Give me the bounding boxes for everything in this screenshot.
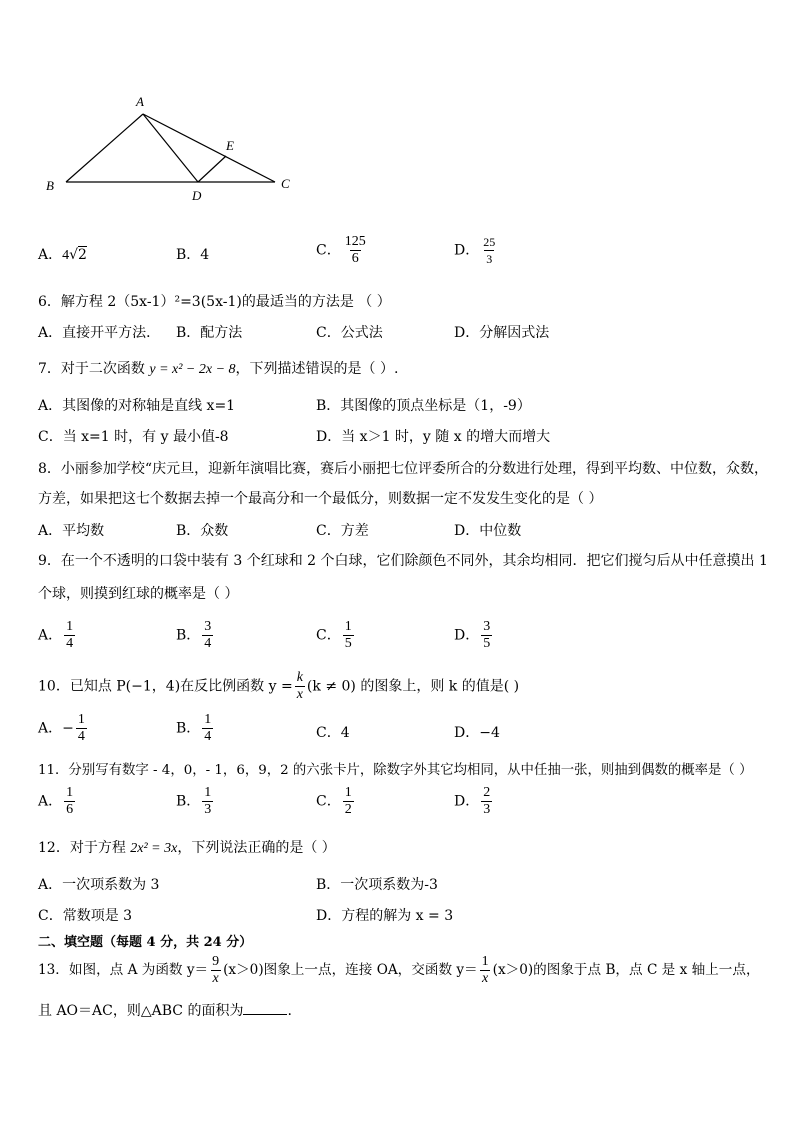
q11-stem: 11．分别写有数字 - 4，0，- 1，6，9，2 的六张卡片，除数字外其它均相同，从中任抽一张，则抽到偶数的概率是（ ） (38, 763, 753, 778)
q9-c-fraction: $\frac{1}{5}$ (344, 619, 352, 651)
q8-option-d[interactable]: D．中位数 (454, 523, 522, 539)
q11-option-c[interactable]: C． $\frac{1}{2}$ (316, 785, 352, 817)
q5-c-fraction: $\frac{125}{6}$ (344, 234, 366, 266)
q10-option-b[interactable]: B． $\frac{1}{4}$ (176, 712, 212, 744)
q6-option-d[interactable]: D．分解因式法 (454, 325, 550, 341)
segment-ad (143, 114, 198, 182)
q5-option-d[interactable]: D． $\frac{25}{3}$ (454, 235, 496, 266)
label-b: B (46, 178, 54, 193)
q11-option-b[interactable]: B． $\frac{1}{3}$ (176, 785, 212, 817)
q9-option-c[interactable]: C． $\frac{1}{5}$ (316, 619, 352, 651)
segment-ab (66, 114, 143, 182)
q7-option-d[interactable]: D．当 x＞1 时，y 随 x 的增大而增大 (316, 429, 551, 445)
q6-stem: 6．解方程 2（5x-1）²=3(5x-1)的最适当的方法是 （ ） (38, 294, 391, 310)
label-d: D (192, 188, 202, 203)
q7-option-a[interactable]: A．其图像的对称轴是直线 x=1 (38, 398, 236, 414)
q5-option-b[interactable]: B．4 (176, 247, 210, 263)
label-e: E (226, 138, 234, 153)
q8-stem-line2: 方差，如果把这七个数据去掉一个最高分和一个最低分，则数据一定不发发生变化的是（ ） (38, 491, 603, 507)
segment-de (198, 156, 226, 182)
q11-option-a[interactable]: A． $\frac{1}{6}$ (38, 785, 74, 817)
q13-stem-line2: 且 AO＝AC，则△ABC 的面积为 . (38, 1000, 292, 1020)
q9-option-b[interactable]: B． $\frac{3}{4}$ (176, 619, 212, 651)
q9-stem-line2: 个球，则摸到红球的概率是（ ） (38, 586, 239, 602)
q6-option-c[interactable]: C．公式法 (316, 325, 383, 341)
triangle-figure (40, 90, 310, 205)
q10-stem: 10．已知点 P(−1，4)在反比例函数 y = $\frac{k}{x}$ (k ≠ 0) 的图象上，则 k 的值是( ) (38, 670, 520, 702)
q12-option-a[interactable]: A．一次项系数为 3 (38, 877, 160, 893)
q8-stem-line1: 8．小丽参加学校“庆元旦，迎新年演唱比赛，赛后小丽把七位评委所合的分数进行处理，得到平均数、中位数，众数， (38, 461, 769, 477)
q10-b-fraction: $\frac{1}{4}$ (204, 712, 212, 744)
q9-d-fraction: $\frac{3}{5}$ (483, 619, 491, 651)
label-a: A (136, 94, 144, 109)
q13-stem-line1: 13．如图，点 A 为函数 y＝ $\frac{9}{x}$ (x＞0)图象上一点，连接 OA，交函数 y＝ $\frac{1}{x}$ (x＞0)的图象于点 B，点 C 是 x 轴上一点， (38, 954, 760, 986)
q9-option-d[interactable]: D． $\frac{3}{5}$ (454, 619, 491, 651)
section-title: 二、填空题（每题 4 分，共 24 分） (38, 935, 253, 950)
q8-option-c[interactable]: C．方差 (316, 523, 369, 539)
q10-fraction: $\frac{k}{x}$ (296, 670, 303, 702)
q5-option-c[interactable]: C． $\frac{125}{6}$ (316, 234, 366, 266)
q5-option-a[interactable]: A．4√2 (38, 247, 87, 263)
q13-fraction-1: $\frac{9}{x}$ (212, 954, 220, 986)
q10-a-fraction: $\frac{1}{4}$ (77, 712, 85, 744)
q10-option-c[interactable]: C．4 (316, 725, 350, 741)
q12-option-c[interactable]: C．常数项是 3 (38, 908, 133, 924)
answer-blank[interactable] (243, 1000, 287, 1015)
q6-option-b[interactable]: B．配方法 (176, 325, 243, 341)
q12-stem: 12．对于方程 2x² = 3x，下列说法正确的是（ ） (38, 840, 336, 856)
q11-option-d[interactable]: D． $\frac{2}{3}$ (454, 785, 491, 817)
q13-fraction-2: $\frac{1}{x}$ (481, 954, 489, 986)
q9-option-a[interactable]: A． $\frac{1}{4}$ (38, 619, 74, 651)
q9-b-fraction: $\frac{3}{4}$ (204, 619, 212, 651)
q6-option-a[interactable]: A．直接开平方法． (38, 325, 161, 341)
q8-option-b[interactable]: B．众数 (176, 523, 229, 539)
q7-option-b[interactable]: B．其图像的顶点坐标是（1，-9） (316, 398, 531, 414)
q10-option-d[interactable]: D．−4 (454, 725, 500, 741)
label-c: C (281, 176, 290, 191)
q7-stem: 7．对于二次函数 y = x² − 2x − 8，下列描述错误的是（ ）. (38, 361, 399, 377)
q9-stem-line1: 9．在一个不透明的口袋中装有 3 个红球和 2 个白球，它们除颜色不同外，其余均相同．把它们搅匀后从中任意摸出 1 (38, 553, 768, 569)
q11-d-fraction: $\frac{2}{3}$ (483, 785, 491, 817)
q11-b-fraction: $\frac{1}{3}$ (204, 785, 212, 817)
q8-option-a[interactable]: A．平均数 (38, 523, 105, 539)
q12-option-d[interactable]: D．方程的解为 x = 3 (316, 908, 454, 924)
q10-option-a[interactable]: A．− $\frac{1}{4}$ (38, 712, 85, 744)
q9-a-fraction: $\frac{1}{4}$ (66, 619, 74, 651)
q11-a-fraction: $\frac{1}{6}$ (66, 785, 74, 817)
q5-d-fraction: $\frac{25}{3}$ (483, 235, 496, 266)
q12-option-b[interactable]: B．一次项系数为-3 (316, 877, 438, 893)
q7-option-c[interactable]: C．当 x=1 时，有 y 最小值-8 (38, 429, 229, 445)
q11-c-fraction: $\frac{1}{2}$ (344, 785, 352, 817)
